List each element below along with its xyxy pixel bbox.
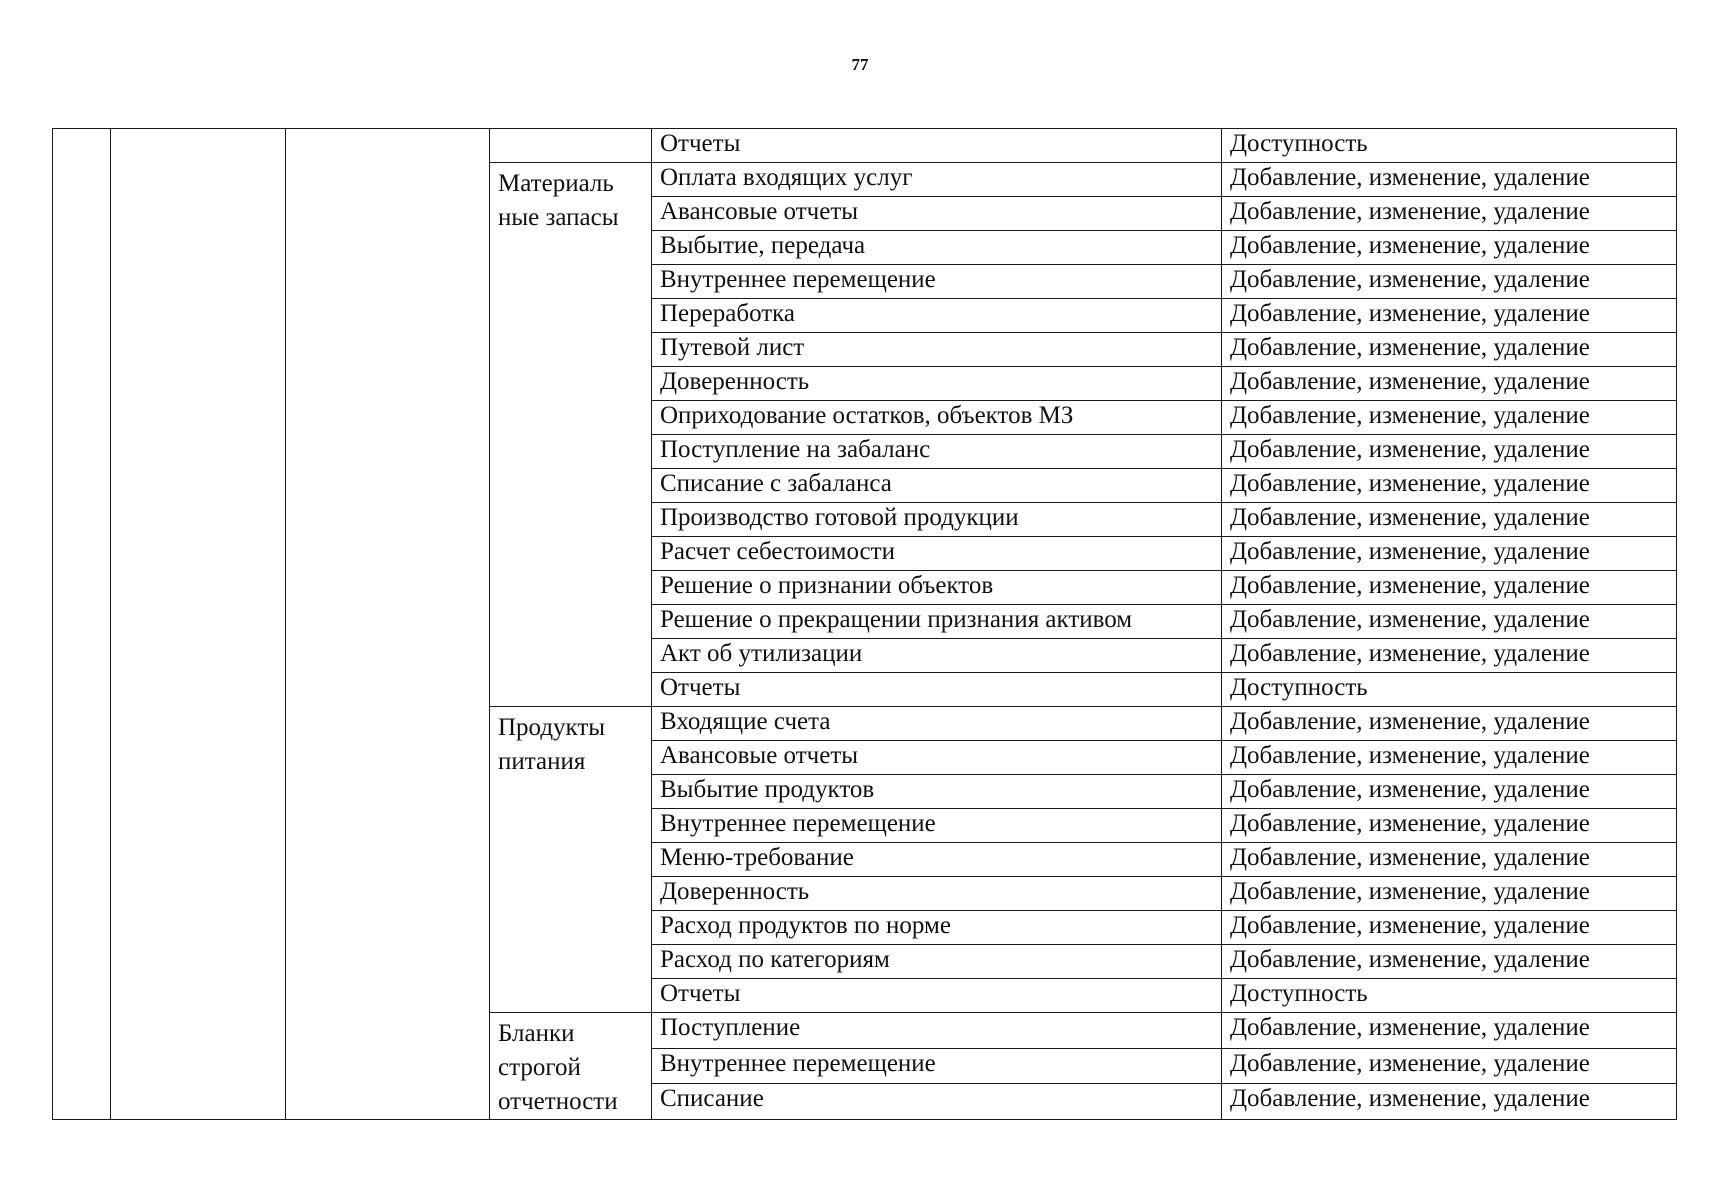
document-cell: Поступление	[652, 1013, 1222, 1049]
access-cell: Добавление, изменение, удаление	[1222, 197, 1677, 231]
document-cell: Авансовые отчеты	[652, 741, 1222, 775]
document-cell: Доверенность	[652, 877, 1222, 911]
access-cell: Добавление, изменение, удаление	[1222, 639, 1677, 673]
document-cell: Решение о признании объектов	[652, 571, 1222, 605]
blank-column-2	[111, 129, 286, 1120]
access-cell: Добавление, изменение, удаление	[1222, 537, 1677, 571]
access-cell: Добавление, изменение, удаление	[1222, 1048, 1677, 1084]
document-cell: Входящие счета	[652, 707, 1222, 741]
section-label-materials: Материаль ные запасы	[490, 163, 652, 707]
access-cell: Добавление, изменение, удаление	[1222, 707, 1677, 741]
document-cell: Производство готовой продукции	[652, 503, 1222, 537]
access-cell: Добавление, изменение, удаление	[1222, 911, 1677, 945]
access-cell: Добавление, изменение, удаление	[1222, 367, 1677, 401]
document-cell: Выбытие, передача	[652, 231, 1222, 265]
section-label-strict-forms: Бланки строгой отчетности	[490, 1013, 652, 1120]
document-cell: Списание	[652, 1084, 1222, 1120]
access-cell: Добавление, изменение, удаление	[1222, 435, 1677, 469]
document-cell: Доверенность	[652, 367, 1222, 401]
table-row	[53, 129, 1677, 163]
access-cell: Добавление, изменение, удаление	[1222, 265, 1677, 299]
document-cell: Решение о прекращении признания активом	[652, 605, 1222, 639]
access-cell: Добавление, изменение, удаление	[1222, 877, 1677, 911]
document-cell: Внутреннее перемещение	[652, 809, 1222, 843]
access-cell: Добавление, изменение, удаление	[1222, 741, 1677, 775]
document-cell: Отчеты	[652, 673, 1222, 707]
document-cell: Акт об утилизации	[652, 639, 1222, 673]
access-cell: Добавление, изменение, удаление	[1222, 231, 1677, 265]
access-cell: Добавление, изменение, удаление	[1222, 945, 1677, 979]
access-cell: Доступность	[1222, 129, 1677, 163]
document-cell: Выбытие продуктов	[652, 775, 1222, 809]
document-cell: Расход продуктов по норме	[652, 911, 1222, 945]
access-cell: Добавление, изменение, удаление	[1222, 299, 1677, 333]
access-cell: Добавление, изменение, удаление	[1222, 605, 1677, 639]
access-cell: Добавление, изменение, удаление	[1222, 1013, 1677, 1049]
document-cell: Переработка	[652, 299, 1222, 333]
blank-column-3	[286, 129, 490, 1120]
document-cell: Оприходование остатков, объектов МЗ	[652, 401, 1222, 435]
access-cell: Добавление, изменение, удаление	[1222, 469, 1677, 503]
document-cell: Отчеты	[652, 979, 1222, 1013]
document-cell: Оплата входящих услуг	[652, 163, 1222, 197]
document-cell: Поступление на забаланс	[652, 435, 1222, 469]
access-cell: Добавление, изменение, удаление	[1222, 775, 1677, 809]
access-cell: Добавление, изменение, удаление	[1222, 503, 1677, 537]
document-cell: Расчет себестоимости	[652, 537, 1222, 571]
page-number: 77	[851, 55, 869, 74]
document-cell: Авансовые отчеты	[652, 197, 1222, 231]
document-cell: Путевой лист	[652, 333, 1222, 367]
section-label-food: Продукты питания	[490, 707, 652, 1013]
access-cell: Добавление, изменение, удаление	[1222, 163, 1677, 197]
access-cell: Добавление, изменение, удаление	[1222, 843, 1677, 877]
blank-section-cell	[490, 129, 652, 163]
access-cell: Доступность	[1222, 673, 1677, 707]
document-cell: Списание с забаланса	[652, 469, 1222, 503]
access-cell: Доступность	[1222, 979, 1677, 1013]
access-cell: Добавление, изменение, удаление	[1222, 1084, 1677, 1120]
blank-column-1	[53, 129, 111, 1120]
document-cell: Внутреннее перемещение	[652, 1048, 1222, 1084]
document-cell: Расход по категориям	[652, 945, 1222, 979]
access-cell: Добавление, изменение, удаление	[1222, 809, 1677, 843]
access-cell: Добавление, изменение, удаление	[1222, 333, 1677, 367]
document-cell: Внутреннее перемещение	[652, 265, 1222, 299]
access-rights-table	[52, 128, 1677, 1120]
document-cell: Отчеты	[652, 129, 1222, 163]
document-cell: Меню-требование	[652, 843, 1222, 877]
access-cell: Добавление, изменение, удаление	[1222, 401, 1677, 435]
access-cell: Добавление, изменение, удаление	[1222, 571, 1677, 605]
